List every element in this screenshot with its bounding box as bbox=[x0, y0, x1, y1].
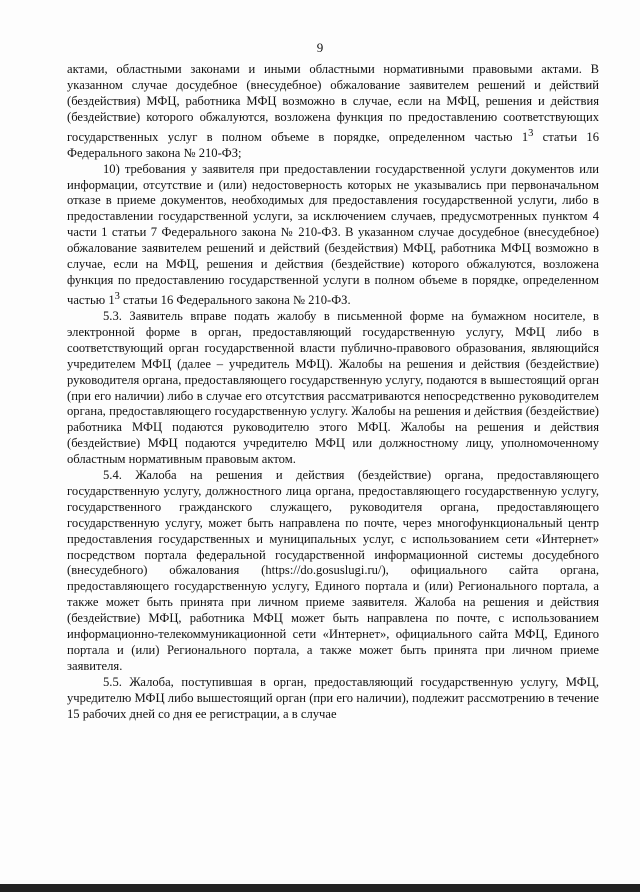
paragraph-tail: статьи 16 Федерального закона № 210-ФЗ; bbox=[67, 129, 599, 160]
paragraph-text: 10) требования у заявителя при предоставлении государственной услуги документов или информации, отсутствие и (или) недостоверность которых не указывались при первоначальном отказе в приеме документов, необходимых для предоставления государственной услуги, либо в предоставлении государственной услуги, за исключением случаев, предусмотренных пунктом 4 части 1 статьи 7 Федерального закона № 210-ФЗ. В указанном случае досудебное (внесудебное) обжалование заявителем решений и действий (бездействия) МФЦ, работника МФЦ возможно в случае, если на МФЦ, решения и действия (бездействие) которого обжалуются, возложена функция по предоставлению государственной услуги в полном объеме в порядке, определенном частью bbox=[67, 161, 599, 308]
paragraph-text: актами, областными законами и иными областными нормативными правовыми актами. В указанном случае досудебное (внесудебное) обжалование заявителем решений и действий (бездействия) МФЦ, работника МФЦ возможно в случае, если на МФЦ, решения и действия (бездействие) которого обжалуются, возложена функция по предоставлению соответствующих государственных услуг в полном объеме в порядке, определенном частью bbox=[67, 62, 599, 144]
part-superscript: 3 bbox=[114, 290, 120, 302]
paragraph-tail: статьи 16 Федерального закона № 210-ФЗ. bbox=[119, 293, 351, 308]
part-number: 1 bbox=[521, 129, 529, 144]
paragraph-5-3: 5.3. Заявитель вправе подать жалобу в письменной форме на бумажном носителе, в электронной форме в орган, предоставляющий государственную услугу, МФЦ либо в соответствующий орган государственной власти публично-правового образования, являющийся учредителем МФЦ (далее – учредитель МФЦ). Жалобы на решения и действия (бездействие) руководителя органа, предоставляющего государственную услугу, подаются в вышестоящий орган (при его наличии) либо в случае его отсутствия рассматриваются непосредственно руководителем органа, предоставляющего государственную услугу. Жалобы на решения и действия (бездействие) работника МФЦ подаются руководителю этого МФЦ. Жалобы на решения и действия (бездействие) МФЦ подаются учредителю МФЦ или должностному лицу, уполномоченному областным нормативным правовым актом. bbox=[67, 308, 599, 467]
document-body bbox=[67, 62, 599, 723]
paragraph-item-10 bbox=[67, 162, 599, 309]
part-superscript: 3 bbox=[528, 127, 534, 139]
paragraph-continuation bbox=[67, 62, 599, 162]
page-number: 9 bbox=[316, 40, 324, 55]
scan-edge bbox=[0, 884, 640, 892]
paragraph-5-5: 5.5. Жалоба, поступившая в орган, предоставляющий государственную услугу, МФЦ, учредителю МФЦ либо вышестоящий орган (при его наличии), подлежит рассмотрению в течение 15 рабочих дней со дня ее регистрации, а в случае bbox=[67, 674, 599, 721]
part-number: 1 bbox=[108, 293, 115, 308]
paragraph-5-4: 5.4. Жалоба на решения и действия (бездействие) органа, предоставляющего государственную услугу, должностного лица органа, предоставляющего государственную услугу, государственного гражданского служащего, руководителя органа, предоставляющего государственную услугу, может быть направлена по почте, через многофункциональный центр предоставления государственных и муниципальных услуг, с использованием сети «Интернет» посредством портала федеральной государственной информационной системы досудебного (внесудебного) обжалования (https://do.gosuslugi.ru/), официального сайта органа, предоставляющего государственную услугу, Единого портала и (или) Регионального портала, а также может быть принята при личном приеме заявителя. Жалоба на решения и действия (бездействие) МФЦ, работника МФЦ может быть направлена по почте, с использованием информационно-телекоммуникационной сети «Интернет», официального сайта МФЦ, Единого портала и (или) Регионального портала, а также может быть принята при личном приеме заявителя. bbox=[67, 468, 599, 673]
